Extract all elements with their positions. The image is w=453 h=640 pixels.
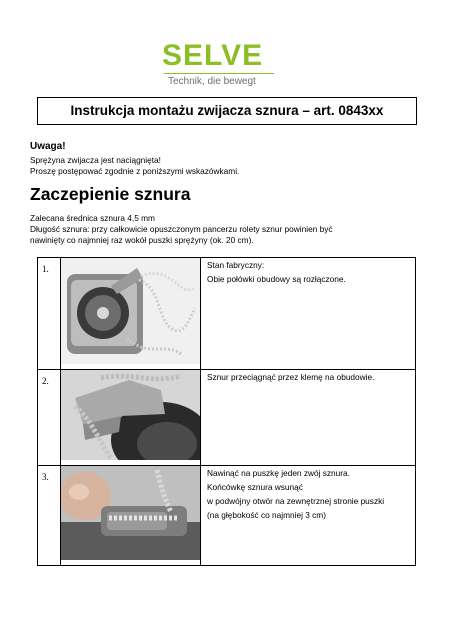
step-text-line: (na głębokość co najmniej 3 cm) — [207, 510, 326, 520]
table-row — [38, 258, 416, 370]
warning-heading: Uwaga! — [30, 141, 66, 152]
cord-clamp-photo — [61, 370, 200, 460]
step-photo — [61, 258, 201, 370]
paragraph-line: Zalecana średnica sznura 4,5 mm — [30, 213, 155, 223]
steps-table — [37, 257, 416, 566]
warning-line: Proszę postępować zgodnie z poniższymi wskazówkami. — [30, 166, 240, 176]
logo-tagline: Technik, die bewegt — [168, 76, 256, 87]
step-text-line: Stan fabryczny: — [207, 260, 265, 270]
paragraph-line: nawinięty co najmniej raz wokół puszki sprężyny (ok. 20 cm). — [30, 235, 254, 245]
step-number: 2. — [38, 370, 61, 466]
cord-insert-photo — [61, 466, 200, 560]
step-number: 1. — [38, 258, 61, 370]
step-text-line: Sznur przeciągnąć przez klemę na obudowie. — [207, 372, 375, 382]
title-box — [37, 97, 417, 125]
step-text-line: Obie połówki obudowy są rozłączone. — [207, 274, 346, 284]
step-photo — [61, 466, 201, 566]
step-description — [201, 370, 416, 466]
logo-brand: SELVE — [162, 39, 264, 72]
section-heading: Zaczepienie sznura — [30, 184, 191, 204]
document-title: Instrukcja montażu zwijacza sznura – art. 0843xx — [70, 103, 384, 118]
table-row — [38, 466, 416, 566]
step-text-line: Nawinąć na puszkę jeden zwój sznura. — [207, 468, 350, 478]
warning-line: Sprężyna zwijacza jest naciągnięta! — [30, 155, 161, 165]
step-text-line: Końcówkę sznura wsunąć — [207, 482, 303, 492]
table-row — [38, 370, 416, 466]
step-photo — [61, 370, 201, 466]
cord-winder-photo — [61, 258, 200, 364]
logo-divider — [164, 73, 274, 74]
paragraph-line: Długość sznura: przy całkowicie opuszczonym pancerzu rolety sznur powinien być — [30, 224, 333, 234]
step-number: 3. — [38, 466, 61, 566]
step-description — [201, 258, 416, 370]
selve-logo — [150, 40, 300, 88]
step-text-line: w podwójny otwór na zewnętrznej stronie puszki — [207, 496, 385, 506]
step-description — [201, 466, 416, 566]
